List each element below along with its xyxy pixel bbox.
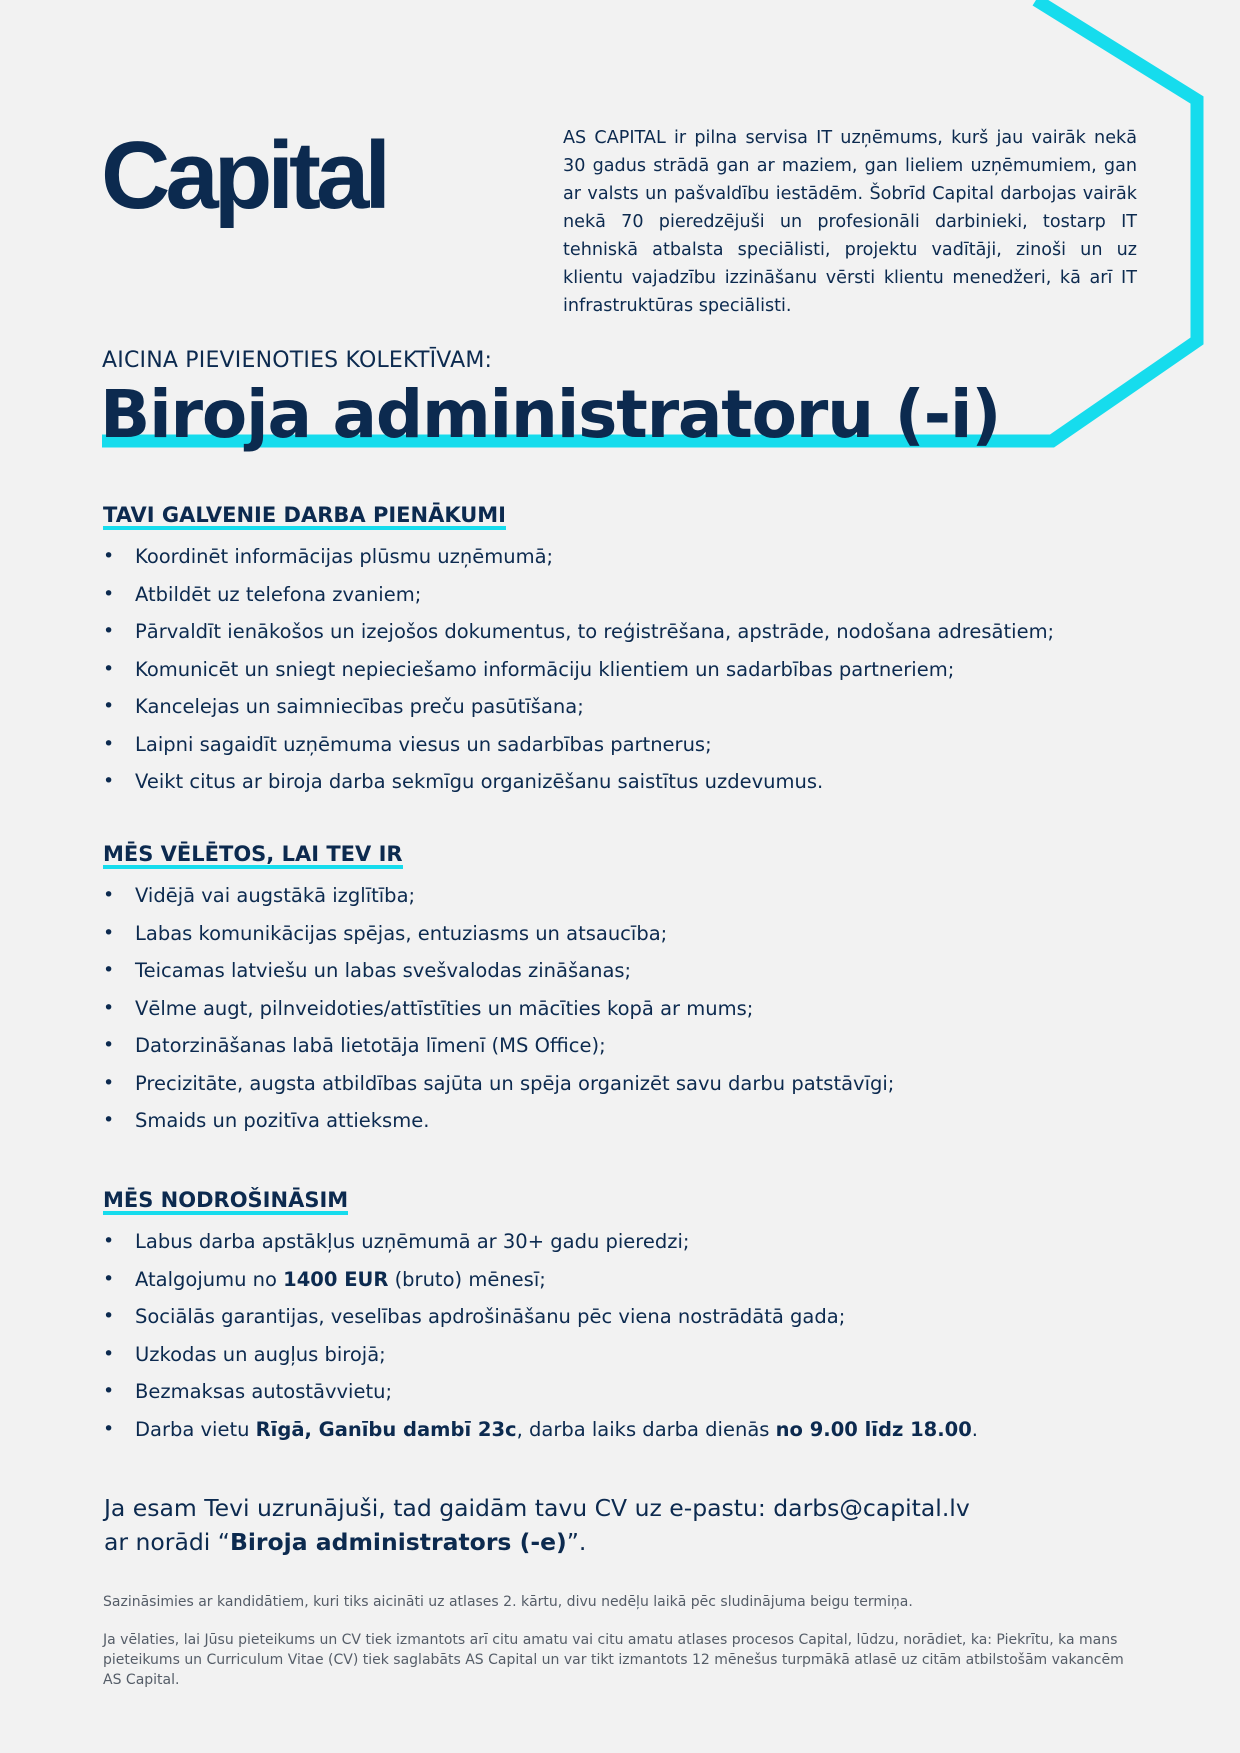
- duties-list: [103, 538, 1183, 801]
- working-hours: no 9.00 līdz 18.00: [775, 1417, 972, 1441]
- requirements-section: [103, 839, 1183, 1140]
- invite-heading: AICINA PIEVIENOTIES KOLEKTĪVAM:: [102, 348, 493, 373]
- list-item: • Atbildēt uz telefona zvaniem;: [103, 576, 1183, 614]
- requirements-list: [103, 877, 1183, 1140]
- list-item: • Pārvaldīt ienākošos un izejošos dokumentus, to reģistrēšana, apstrāde, nodošana adresātiem;: [103, 613, 1183, 651]
- footnotes: [103, 1592, 1133, 1708]
- position-reference: Biroja administrators (-e): [229, 1528, 567, 1556]
- duties-section: [103, 500, 1183, 801]
- list-item: • Vidējā vai augstākā izglītība;: [103, 877, 1183, 915]
- list-item: • Labas komunikācijas spējas, entuziasms un atsaucība;: [103, 915, 1183, 953]
- offer-list: [103, 1223, 1183, 1448]
- list-item: • Laipni sagaidīt uzņēmuma viesus un sadarbības partnerus;: [103, 726, 1183, 764]
- list-item: • Precizitāte, augsta atbildības sajūta un spēja organizēt savu darbu patstāvīgi;: [103, 1065, 1183, 1103]
- requirements-heading: MĒS VĒLĒTOS, LAI TEV IR: [103, 839, 403, 869]
- list-item: • Kancelejas un saimniecības preču pasūtīšana;: [103, 688, 1183, 726]
- list-item: • Uzkodas un augļus birojā;: [103, 1336, 1183, 1374]
- consent-note: Ja vēlaties, lai Jūsu pieteikums un CV tiek izmantots arī citu amatu vai citu amatu atlases procesos Capital, lūdzu, norādiet, ka: Piekrītu, ka mans pieteikums un Curriculum Vitae (CV) tiek saglabāts AS Capital un var tikt izmantots 12 mēnešus turpmākā atlasē uz citām atbilstošām vakancēm AS Capital.: [103, 1632, 1124, 1688]
- list-item: • Komunicēt un sniegt nepieciešamo informāciju klientiem un sadarbības partneriem;: [103, 651, 1183, 689]
- company-intro: AS CAPITAL ir pilna servisa IT uzņēmums, kurš jau vairāk nekā 30 gadus strādā gan ar maziem, gan lieliem uzņēmumiem, gan ar valsts un pašvaldību iestādēm. Šobrīd Capital darbojas vairāk nekā 70 pieredzējuši un profesionāli darbinieki, tostarp IT tehniskā atbalsta speciālisti, projektu vadītāji, zinoši un uz klientu vajadzību izzināšanu vērsti klientu menedžeri, kā arī IT infrastruktūras speciālisti.: [563, 128, 1137, 316]
- offer-section: [103, 1185, 1183, 1448]
- salary-amount: 1400 EUR: [283, 1267, 389, 1291]
- contact-note: Sazināsimies ar kandidātiem, kuri tiks aicināti uz atlases 2. kārtu, divu nedēļu laikā pēc sludinājuma beigu termiņa.: [103, 1594, 913, 1610]
- list-item: • Koordinēt informācijas plūsmu uzņēmumā;: [103, 538, 1183, 576]
- email-line: Ja esam Tevi uzrunājuši, tad gaidām tavu CV uz e-pastu: darbs@capital.lv: [104, 1494, 970, 1522]
- list-item-salary: • Atalgojumu no 1400 EUR (bruto) mēnesī;: [103, 1261, 1183, 1299]
- list-item: • Bezmaksas autostāvvietu;: [103, 1373, 1183, 1411]
- list-item: • Teicamas latviešu un labas svešvalodas zināšanas;: [103, 952, 1183, 990]
- list-item: • Sociālās garantijas, veselības apdrošināšanu pēc viena nostrādātā gada;: [103, 1298, 1183, 1336]
- application-call: Ja esam Tevi uzrunājuši, tad gaidām tavu CV uz e-pastu: darbs@capital.lv ar norādi “Biroja administrators (-e)”.: [104, 1494, 970, 1556]
- list-item: • Veikt citus ar biroja darba sekmīgu organizēšanu saistītus uzdevumus.: [103, 763, 1183, 801]
- list-item: • Datorzināšanas labā lietotāja līmenī (MS Office);: [103, 1027, 1183, 1065]
- list-item-location: • Darba vietu Rīgā, Ganību dambī 23c, darba laiks darba dienās no 9.00 līdz 18.00.: [103, 1411, 1183, 1449]
- list-item: • Smaids un pozitīva attieksme.: [103, 1102, 1183, 1140]
- list-item: • Labus darba apstākļus uzņēmumā ar 30+ gadu pieredzi;: [103, 1223, 1183, 1261]
- offer-heading: MĒS NODROŠINĀSIM: [103, 1185, 348, 1215]
- job-title: Biroja administratoru (-i): [100, 376, 1001, 453]
- list-item: • Vēlme augt, pilnveidoties/attīstīties un mācīties kopā ar mums;: [103, 990, 1183, 1028]
- duties-heading: TAVI GALVENIE DARBA PIENĀKUMI: [103, 500, 506, 530]
- capital-logo: Capital: [101, 122, 387, 229]
- office-address: Rīgā, Ganību dambī 23c: [255, 1417, 517, 1441]
